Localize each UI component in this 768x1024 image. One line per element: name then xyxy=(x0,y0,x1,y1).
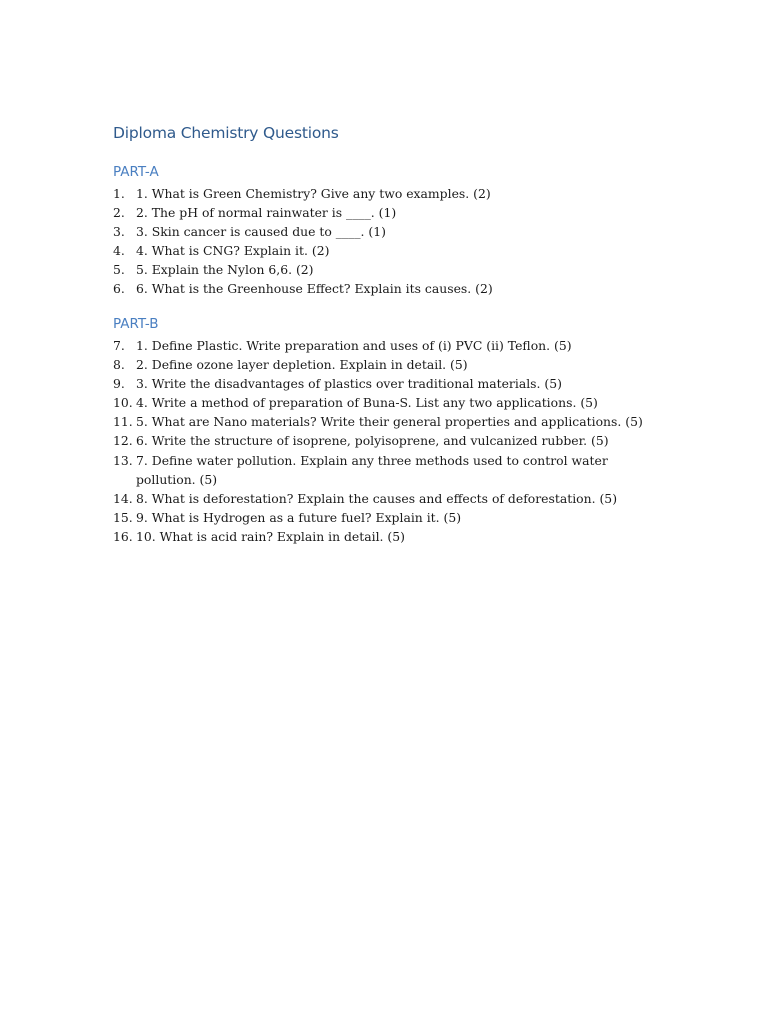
question-text: 9. What is Hydrogen as a future fuel? Explain it. (5) xyxy=(136,509,462,525)
question-number: 16. xyxy=(113,528,133,544)
question-text: 4. Write a method of preparation of Buna-S. List any two applications. (5) xyxy=(136,395,598,411)
question-item xyxy=(113,184,653,203)
question-number: 14. xyxy=(113,490,133,506)
question-text: 1. Define Plastic. Write preparation and uses of (i) PVC (ii) Teflon. (5) xyxy=(136,338,572,353)
question-number: 1. xyxy=(113,186,125,201)
question-text: 7. Define water pollution. Explain any three methods used to control water pollution. (5) xyxy=(136,452,608,487)
question-text: 1. What is Green Chemistry? Give any two examples. (2) xyxy=(136,186,491,201)
question-number: 9. xyxy=(113,376,125,392)
question-text: 2. The pH of normal rainwater is ____. (1) xyxy=(136,205,397,221)
question-number: 2. xyxy=(113,205,125,221)
question-item xyxy=(113,508,653,527)
question-item xyxy=(113,374,653,393)
question-number: 11. xyxy=(113,414,133,430)
question-item xyxy=(113,489,653,508)
question-number: 7. xyxy=(113,338,125,353)
question-number: 8. xyxy=(113,357,125,373)
question-text: 3. Skin cancer is caused due to ____. (1) xyxy=(136,224,386,240)
question-item xyxy=(113,451,653,489)
question-list-part-b xyxy=(113,336,653,546)
question-item xyxy=(113,527,653,546)
question-number: 3. xyxy=(113,224,125,240)
question-item xyxy=(113,203,653,222)
question-number: 6. xyxy=(113,281,125,297)
question-text: 8. What is deforestation? Explain the causes and effects of deforestation. (5) xyxy=(136,490,618,506)
question-text: 5. What are Nano materials? Write their general properties and applications. (5) xyxy=(136,414,643,430)
question-number: 10. xyxy=(113,395,133,411)
question-number: 12. xyxy=(113,433,133,449)
question-text: 10. What is acid rain? Explain in detail. (5) xyxy=(136,528,405,544)
question-text: 2. Define ozone layer depletion. Explain in detail. (5) xyxy=(136,357,468,373)
question-number: 5. xyxy=(113,262,125,278)
question-list-part-a xyxy=(113,184,653,299)
question-text: 6. Write the structure of isoprene, polyisoprene, and vulcanized rubber. (5) xyxy=(136,433,609,449)
question-item xyxy=(113,260,653,279)
question-item xyxy=(113,222,653,241)
question-item xyxy=(113,412,653,431)
question-item xyxy=(113,393,653,412)
question-number: 4. xyxy=(113,243,125,259)
question-item xyxy=(113,336,653,355)
question-item xyxy=(113,355,653,374)
question-text: 3. Write the disadvantages of plastics over traditional materials. (5) xyxy=(136,376,562,392)
question-text: 6. What is the Greenhouse Effect? Explain its causes. (2) xyxy=(136,281,493,297)
question-text: 4. What is CNG? Explain it. (2) xyxy=(136,243,330,259)
question-number: 15. xyxy=(113,509,133,525)
section-heading-part-a: PART-A xyxy=(113,164,159,180)
section-heading-part-b: PART-B xyxy=(113,316,159,332)
document-title: Diploma Chemistry Questions xyxy=(113,124,339,142)
question-item xyxy=(113,241,653,260)
question-number: 13. xyxy=(113,452,133,468)
question-item xyxy=(113,431,653,450)
question-text: 5. Explain the Nylon 6,6. (2) xyxy=(136,262,314,278)
question-item xyxy=(113,279,653,298)
